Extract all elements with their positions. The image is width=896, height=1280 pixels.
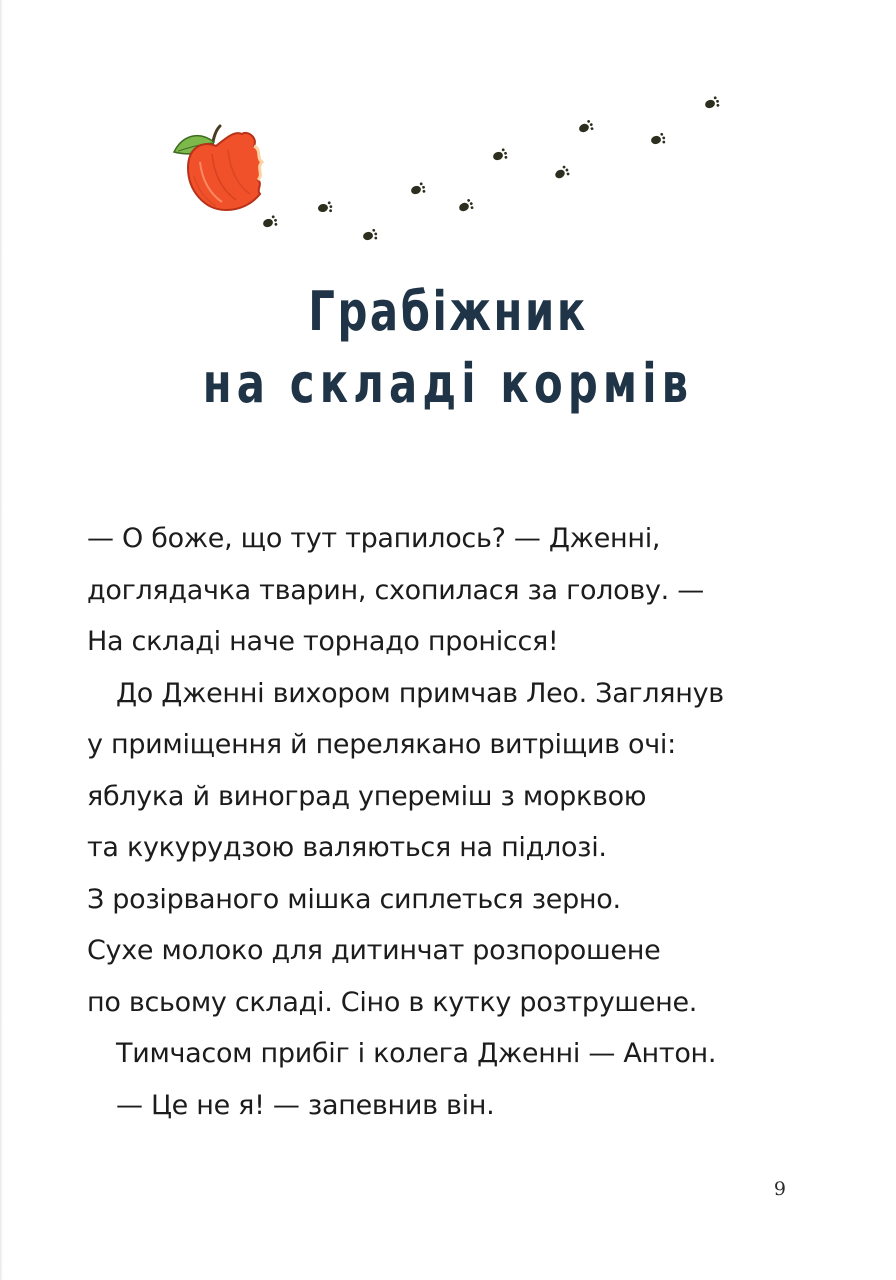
text-line: Тимчасом прибіг і колега Дженні — Антон. (116, 1038, 717, 1069)
chapter-title-line-1: Грабіжник (308, 280, 588, 343)
chapter-title-line-2: на складі кормів (202, 352, 694, 415)
page-edge (0, 0, 3, 1280)
text-line: З розірваного мішка сиплеться зерно. (87, 883, 621, 915)
text-line: у приміщення й перелякано витріщив очі: (87, 729, 676, 760)
page-number: 9 (773, 1178, 786, 1200)
text-line: До Дженні вихором примчав Лео. Заглянув (116, 677, 724, 709)
text-line: яблука й виноград упереміш з морквою (87, 780, 647, 812)
body-text (87, 513, 847, 1131)
text-line: та кукурудзою валяються на підлозі. (87, 832, 607, 863)
text-line: по всьому складі. Сіно в кутку розтрушене. (87, 986, 698, 1018)
text-line: Сухе молоко для дитинчат розпорошене (87, 935, 661, 966)
text-line: На складі наче торнадо пронісся! (87, 626, 559, 657)
apple-icon (174, 126, 262, 210)
text-line: — О боже, що тут трапилось? — Дженні, (87, 523, 661, 554)
text-line: — Це не я! — запевнив він. (116, 1089, 495, 1121)
illustration (168, 90, 738, 260)
text-line: доглядачка тварин, схопилася за голову. — (87, 574, 704, 606)
footprints-icon (261, 96, 720, 243)
